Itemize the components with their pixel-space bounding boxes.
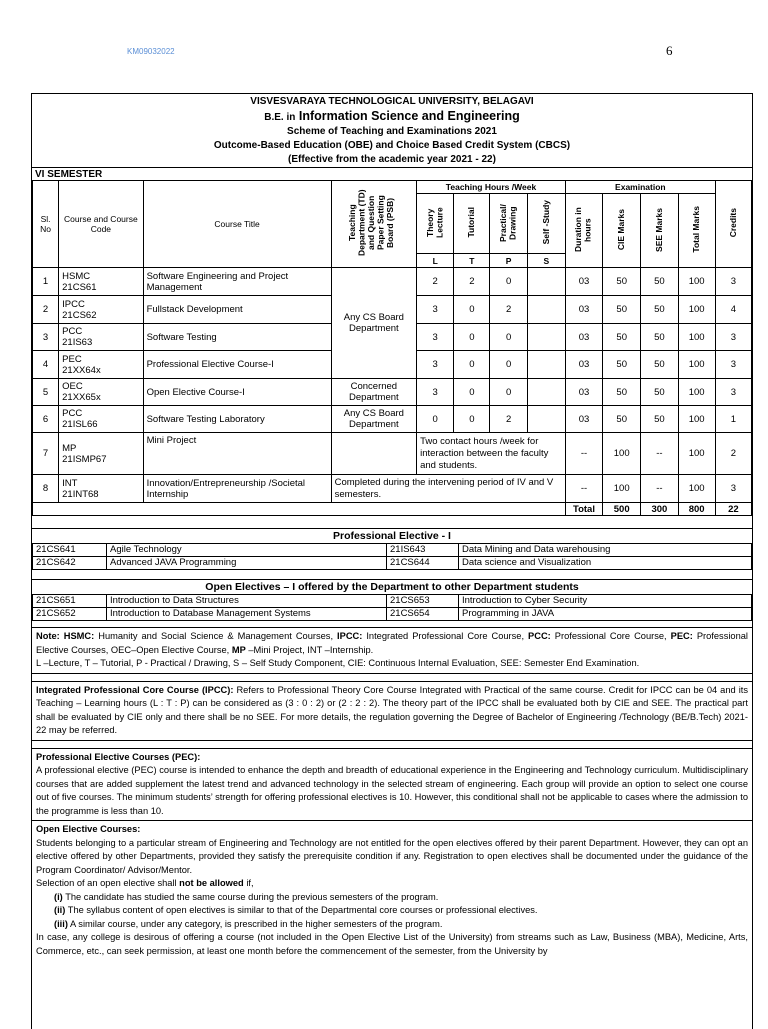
page-number: 6 — [666, 43, 673, 58]
col-total: Total Marks — [678, 194, 715, 268]
scheme-title: Scheme of Teaching and Examinations 2021 — [287, 126, 497, 137]
system-title: Outcome-Based Education (OBE) and Choice Based Credit System (CBCS) — [213, 140, 571, 151]
col-teaching-hours: Teaching Hours /Week — [417, 181, 566, 194]
table-row: 8 INT 21INT68 Innovation/Entrepreneurship /Societal Internship Completed during the intervening period of IV and V semesters. -- 100 -- 100 3 — [33, 475, 752, 503]
course-table — [32, 180, 752, 516]
professional-elective-table — [32, 543, 752, 570]
col-duration: Duration in hours — [565, 194, 602, 268]
table-row: 21CS652 Introduction to Database Management Systems 21CS654 Programming in JAVA — [33, 608, 752, 621]
col-practical: Practical/ Drawing — [490, 194, 527, 254]
list-item: (i) The candidate has studied the same course during the previous semesters of the program. — [54, 891, 439, 902]
table-row: 6 PCC 21ISL66 Software Testing Laboratory Any CS Board Department 0 0 2 03 50 50 100 1 — [33, 406, 752, 433]
open-elective-title: Open Electives – I offered by the Department to other Department students — [32, 579, 752, 594]
col-tutorial: Tutorial — [454, 194, 490, 254]
table-row: 1 HSMC 21CS61 Software Engineering and Project Management Any CS Board Department 2 2 0 03 50 50 100 3 — [33, 268, 752, 296]
col-l: L — [417, 254, 454, 268]
ipcc-note: Integrated Professional Core Course (IPCC): Refers to Professional Theory Core Course Integrated with Practical of the same course. Credit for IPCC can be 04 and its Teaching – Learning hours (L : T : P) can be considered as (3 : 0 : 2) or (2 : 2 : 2). The theory part of the IPCC shall be evaluated both by CIE and SEE. The practical part shall be evaluated by CIE only and there shall be no SEE. For more details, the regulation governing the Degree of Bachelor of Engineering /Technology (BE/B.Tech) 2021-22 may be referred. — [32, 681, 752, 740]
effective-title: (Effective from the academic year 2021 - 22) — [288, 154, 496, 165]
document-code: KM09032022 — [127, 47, 175, 56]
col-code: Course and Course Code — [59, 181, 143, 268]
col-theory: Theory Lecture — [417, 194, 454, 254]
col-p: P — [490, 254, 527, 268]
table-row: 21CS651 Introduction to Data Structures 21CS653 Introduction to Cyber Security — [33, 595, 752, 608]
totals-row: Total 500 300 800 22 — [33, 503, 752, 516]
col-s: S — [527, 254, 565, 268]
title-block — [32, 94, 752, 167]
degree-title: B.E. in Information Science and Engineering — [264, 109, 520, 123]
col-board: Teaching Department (TD) and Question Paper Setting Board (PSB) — [331, 181, 416, 268]
abbreviation-note: Note: HSMC: Humanity and Social Science & Management Courses, IPCC: Integrated Professional Core Course, PCC: Professional Core Course, PEC: Professional Elective Courses, OEC–Open Elective Course, MP –Mini Project, INT –Internship. L –Lecture, T – Tutorial, P - Practical / Drawing, S – Self Study Component, CIE: Continuous Internal Evaluation, SEE: Semester End Examination. — [32, 627, 752, 673]
list-item: (ii) The syllabus content of open electives is similar to that of the Departmental core courses or professional electives. — [54, 905, 538, 915]
university-name: VISVESVARAYA TECHNOLOGICAL UNIVERSITY, BELAGAVI — [250, 96, 534, 107]
col-self-study: Self -Study — [527, 194, 565, 254]
list-item: (iii) A similar course, under any category, is prescribed in the higher semesters of the program. — [54, 918, 443, 929]
col-sl: Sl. No — [33, 181, 59, 268]
table-row: 21CS641 Agile Technology 21IS643 Data Mining and Data warehousing — [33, 544, 752, 557]
col-see: SEE Marks — [641, 194, 678, 268]
col-examination: Examination — [565, 181, 715, 194]
professional-elective-title: Professional Elective - I — [32, 528, 752, 543]
open-elective-table — [32, 594, 752, 621]
table-row: 3 PCC 21IS63 Software Testing 3 0 0 03 50 50 100 3 — [33, 324, 752, 351]
table-row: 4 PEC 21XX64x Professional Elective Course-I 3 0 0 03 50 50 100 3 — [33, 351, 752, 379]
table-row: 2 IPCC 21CS62 Fullstack Development 3 0 2 03 50 50 100 4 — [33, 296, 752, 324]
semester-label: VI SEMESTER — [32, 167, 752, 181]
table-row: 7 MP 21ISMP67 Mini Project Two contact hours /week for interaction between the faculty and students. -- 100 -- 100 2 — [33, 433, 752, 475]
pec-note: Professional Elective Courses (PEC): A professional elective (PEC) course is intended to enhance the depth and breadth of educational experience in the Engineering and Technology curriculum. Multidisciplinary courses that are added supplement the latest trend and advanced technology in the selected stream of engineering. Each group will provide an option to select one course out of five courses. The minimum students’ strength for offering professional electives is 10. However, this conditional shall not be applicable to cases where the admission to the programme is less than 10. — [32, 748, 752, 821]
oec-note: Open Elective Courses: Students belonging to a particular stream of Engineering and Technology are not entitled for the open electives offered by their parent Department. However, they can opt an elective offered by other Departments, provided they satisfy the prerequisite condition if any. Registration to open electives shall be documented under the guidance of the Program Coordinator/ Advisor/Mentor. Selection of an open elective shall not be allowed if, (i) The candidate has studied the same course during the previous semesters of the program. (ii) The syllabus content of open electives is similar to that of the Departmental core courses or professional electives. (iii) A similar course, under any category, is prescribed in the higher semesters of the program. In case, any college is desirous of offering a course (not included in the Open Elective List of the University) from streams such as Law, Business (MBA), Medicine, Arts, Commerce, etc., can seek permission, at least one month before the commencement of the semester, from the University by — [32, 820, 752, 960]
scheme-frame — [31, 93, 753, 1029]
table-row: 21CS642 Advanced JAVA Programming 21CS644 Data science and Visualization — [33, 557, 752, 570]
col-title: Course Title — [143, 181, 331, 268]
col-t: T — [454, 254, 490, 268]
col-credits: Credits — [715, 181, 751, 268]
col-cie: CIE Marks — [603, 194, 641, 268]
board-cell: Any CS Board Department — [331, 268, 416, 379]
table-row: 5 OEC 21XX65x Open Elective Course-I Concerned Department 3 0 0 03 50 50 100 3 — [33, 379, 752, 406]
